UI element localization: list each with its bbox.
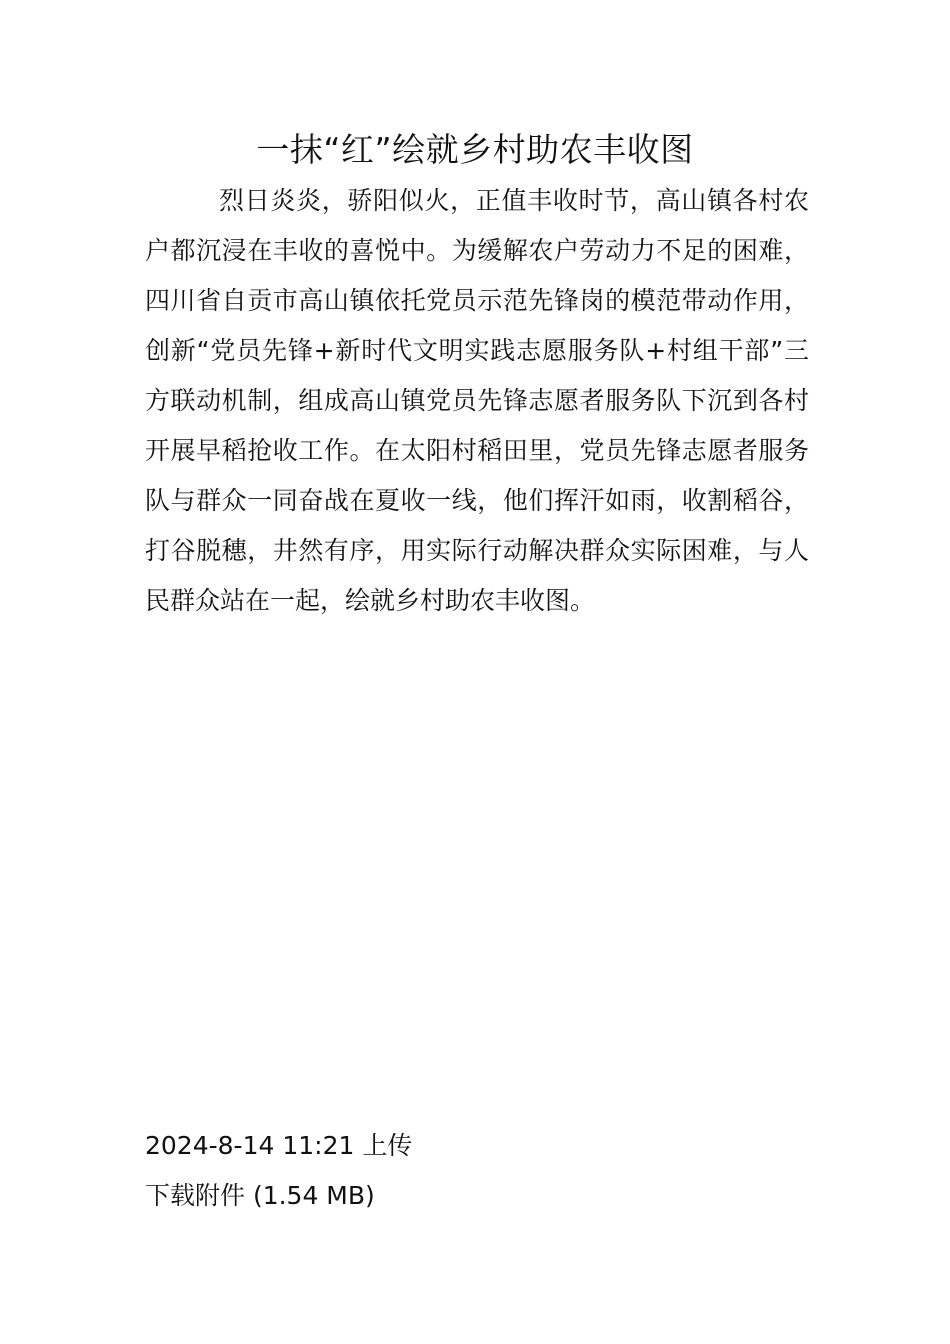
- download-attachment-link[interactable]: 下载附件 (1.54 MB): [145, 1181, 375, 1210]
- document-body: 烈日炎炎，骄阳似火，正值丰收时节，高山镇各村农户都沉浸在丰收的喜悦中。为缓解农户劳动力不足的困难，四川省自贡市高山镇依托党员示范先锋岗的模范带动作用，创新“党员先锋+新时代文明实践志愿服务队+村组干部”三方联动机制，组成高山镇党员先锋志愿者服务队下沉到各村开展早稻抢收工作。在太阳村稻田里，党员先锋志愿者服务队与群众一同奋战在夏收一线，他们挥汗如雨，收割稻谷，打谷脱穗，井然有序，用实际行动解决群众实际困难，与人民群众站在一起，绘就乡村助农丰收图。: [145, 186, 809, 615]
- document-title: 一抹“红”绘就乡村助农丰收图: [256, 130, 694, 169]
- upload-timestamp: 2024-8-14 11:21 上传: [145, 1131, 413, 1160]
